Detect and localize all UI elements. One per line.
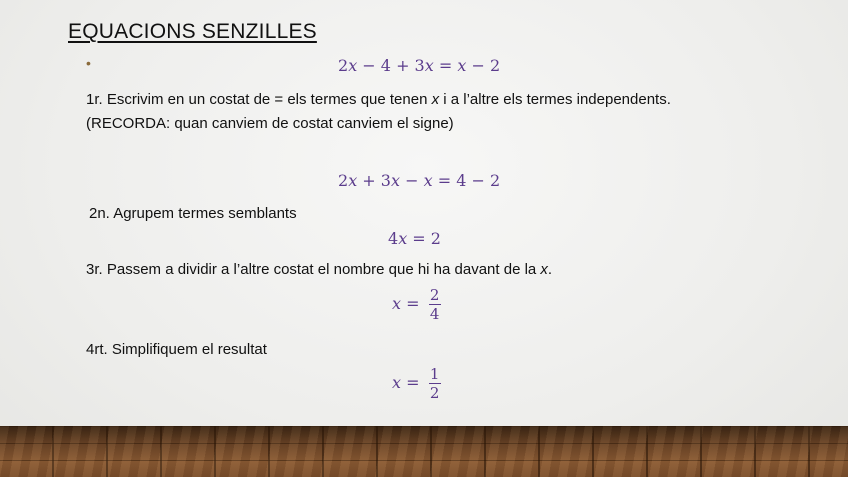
step3-text: 3r. Passem a dividir a l’altre costat el nombre que hi ha davant de la x. bbox=[86, 261, 553, 278]
equation-rearranged: 2x + 3x − x = 4 − 2 bbox=[338, 171, 501, 190]
step1-text: 1r. Escrivim en un costat de = els termes que tenen x i a l’altre els termes independents. bbox=[86, 91, 671, 108]
step1-note: (RECORDA: quan canviem de costat canviem el signe) bbox=[86, 115, 454, 132]
equation-original: 2x − 4 + 3x = x − 2 bbox=[338, 56, 501, 75]
fraction-2-4: $\frac{2}{4}$ bbox=[429, 286, 440, 323]
bullet-point: • bbox=[86, 55, 91, 71]
equation-divided: x = $\frac{2}{4}$ bbox=[392, 286, 440, 323]
step2-text: 2n. Agrupem termes semblants bbox=[89, 205, 297, 222]
wooden-floor-decoration bbox=[0, 426, 848, 477]
equation-simplified: x = $\frac{1}{2}$ bbox=[392, 365, 440, 402]
step4-text: 4rt. Simplifiquem el resultat bbox=[86, 341, 267, 358]
slide-title: EQUACIONS SENZILLES bbox=[68, 20, 317, 43]
equation-grouped: 4x = 2 bbox=[388, 229, 441, 248]
fraction-1-2: $\frac{1}{2}$ bbox=[429, 365, 440, 402]
